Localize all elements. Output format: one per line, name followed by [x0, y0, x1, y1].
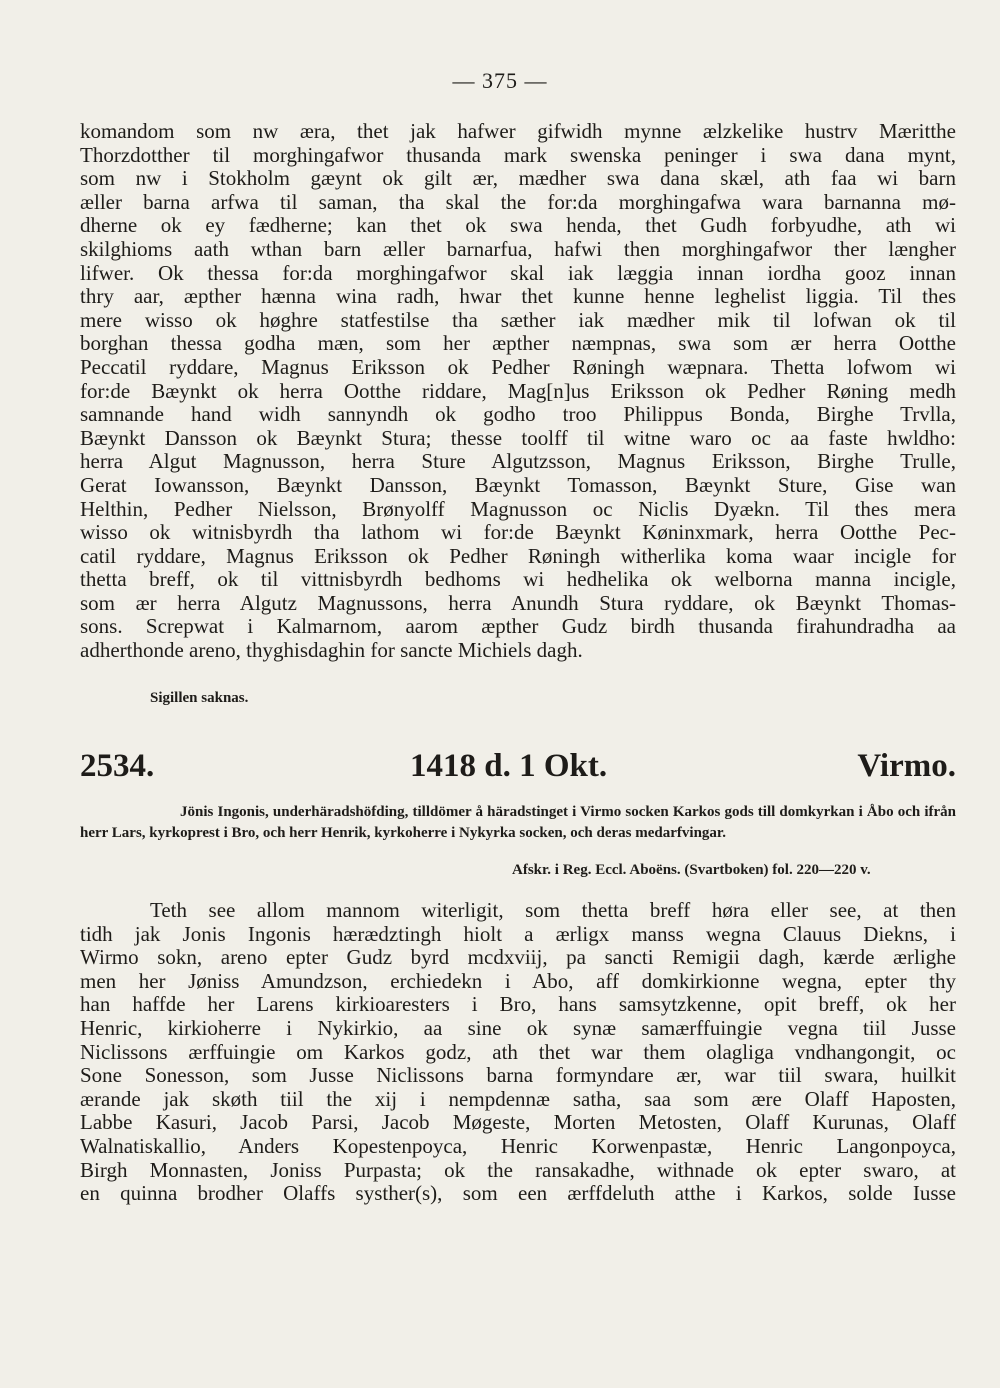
page-number: — 375 — [452, 68, 548, 93]
text-line: en quinna brodher Olaffs systher(s), som een ærffdeluth atthe i Karkos, solde Iusse [80, 1181, 956, 1206]
entry-date: 1418 d. 1 Okt. [410, 748, 608, 784]
text-line: ærande jak skøth tiil the xij i nempdennæ satha, saa som ære Olaff Haposten, [80, 1086, 956, 1111]
text-line: Wirmo sokn, areno epter Gudz byrd mcdxviij, pa sancti Remigii dagh, kærde ærlighe [80, 945, 956, 970]
text-line: Teth see allom mannom witerligit, som thetta breff høra eller see, at then [150, 898, 956, 922]
entry-heading [80, 748, 956, 788]
entry-summary: Jönis Ingonis, underhäradshöfding, tilldömer å häradstinget i Virmo socken Karkos gods till domkyrkan i Åbo och ifrån herr Lars, kyrkoprest i Bro, och herr Henrik, kyrkoherre i Nykyrka socken, och deras medarfvingar. [80, 804, 956, 841]
text-line: borghan thessa godha mæn, som her æpther næmpnas, swa som ær herra Ootthe [80, 331, 956, 356]
text-line: adherthonde areno, thyghisdaghin for sancte Michiels dagh. [80, 638, 583, 663]
text-line: Birgh Monnasten, Joniss Purpasta; ok the ransakadhe, withnade ok epter swaro, at [80, 1157, 956, 1182]
text-line: wisso ok witnisbyrdh tha lathom wi for:de Bæynkt Køninxmark, herra Ootthe Pec- [80, 520, 956, 545]
text-line: Sone Sonesson, som Jusse Niclissons barna formyndare ær, war tiil swara, huilkit [80, 1063, 956, 1088]
text-line: han haffde her Larens kirkioaresters i Bro, hans samsytzkenne, opit breff, ok her [80, 992, 956, 1017]
text-line: Bæynkt Dansson ok Bæynkt Stura; thesse toolff til witne waro oc aa faste hwldho: [80, 425, 956, 450]
continued-letter-text [80, 120, 956, 663]
seal-note: Sigillen saknas. [150, 690, 249, 706]
text-line: skilghioms aath wthan barn æller barnarfua, hafwi then morghingafwor ther længher [80, 236, 956, 261]
text-line: lifwer. Ok thessa for:da morghingafwor skal iak læggia innan iordha gooz innan [80, 260, 956, 285]
text-line: som nw i Stokholm gæynt ok gilt ær, mædher swa dana skæl, ath faa wi barn [80, 166, 956, 191]
text-line: som ær herra Algutz Magnussons, herra Anundh Stura ryddare, ok Bæynkt Thomas- [80, 590, 956, 615]
text-line: komandom som nw æra, thet jak hafwer gifwidh mynne ælzkelike hustrv Mæritthe [80, 119, 956, 143]
source-reference: Afskr. i Reg. Eccl. Aboëns. (Svartboken) fol. 220—220 v. [512, 862, 871, 878]
text-line: tidh jak Jonis Ingonis hærædztingh hiolt a ærligx manss wegna Clauus Diekns, i [80, 921, 956, 946]
text-line: men her Jøniss Amundzson, erchiedekn i Abo, aff domkirkionne wegna, epter thy [80, 968, 956, 993]
entry-number: 2534. [80, 748, 155, 784]
entry-text [80, 899, 956, 1206]
text-line: thetta breff, ok til vittnisbyrdh bedhoms wi hedhelika ok welborna manna incigle, [80, 567, 956, 592]
text-line: Walnatiskallio, Anders Kopestenpoyca, Henric Korwenpastæ, Henric Langonpoyca, [80, 1133, 956, 1158]
text-line: dherne ok ey fædherne; kan thet ok swa henda, thet Gudh forbyudhe, ath wi [80, 213, 956, 238]
text-line: samnande hand widh sannyndh ok godho troo Philippus Bonda, Birghe Trvlla, [80, 402, 956, 427]
text-line: Helthin, Pedher Nielsson, Brønyolff Magnusson oc Niclis Dyækn. Til thes mera [80, 496, 956, 521]
text-line: sons. Screpwat i Kalmarnom, aarom æpther Gudz birdh thusanda firahundradha aa [80, 614, 956, 639]
text-line: Labbe Kasuri, Jacob Parsi, Jacob Møgeste, Morten Metosten, Olaff Kurunas, Olaff [80, 1110, 956, 1135]
text-line: Henric, kirkioherre i Nykirkio, aa sine ok synæ samærffuingie vegna tiil Jusse [80, 1015, 956, 1040]
text-line: æller barna arfwa til saman, tha skal the for:da morghingafwa wara barnanna mø- [80, 189, 956, 214]
text-line: for:de Bæynkt ok herra Ootthe riddare, Mag[n]us Eriksson ok Pedher Røning medh [80, 378, 956, 403]
text-line-first [80, 899, 956, 923]
text-line: Gerat Iowansson, Bæynkt Dansson, Bæynkt Tomasson, Bæynkt Sture, Gise wan [80, 472, 956, 497]
text-line: herra Algut Magnusson, herra Sture Algutzsson, Magnus Eriksson, Birghe Trulle, [80, 449, 956, 474]
text-line: Peccatil ryddare, Magnus Eriksson ok Pedher Røningh wæpnara. Thetta lofwom wi [80, 354, 956, 379]
text-line: catil ryddare, Magnus Eriksson ok Pedher Røningh witherlika koma waar incigle for [80, 543, 956, 568]
text-line: Thorzdotther til morghingafwor thusanda mark swenska peninger i swa dana mynt, [80, 142, 956, 167]
text-line: mere wisso ok høghre statfestilse tha sæther iak mædher mik til lofwan ok til [80, 307, 956, 332]
text-line: Niclissons ærffuingie om Karkos godz, ath thet war them olagliga vndhangongit, oc [80, 1039, 956, 1064]
entry-place: Virmo. [857, 748, 956, 784]
text-line: thry aar, æpther hænna wina radh, hwar thet kunne henne leghelist liggia. Til thes [80, 284, 956, 309]
